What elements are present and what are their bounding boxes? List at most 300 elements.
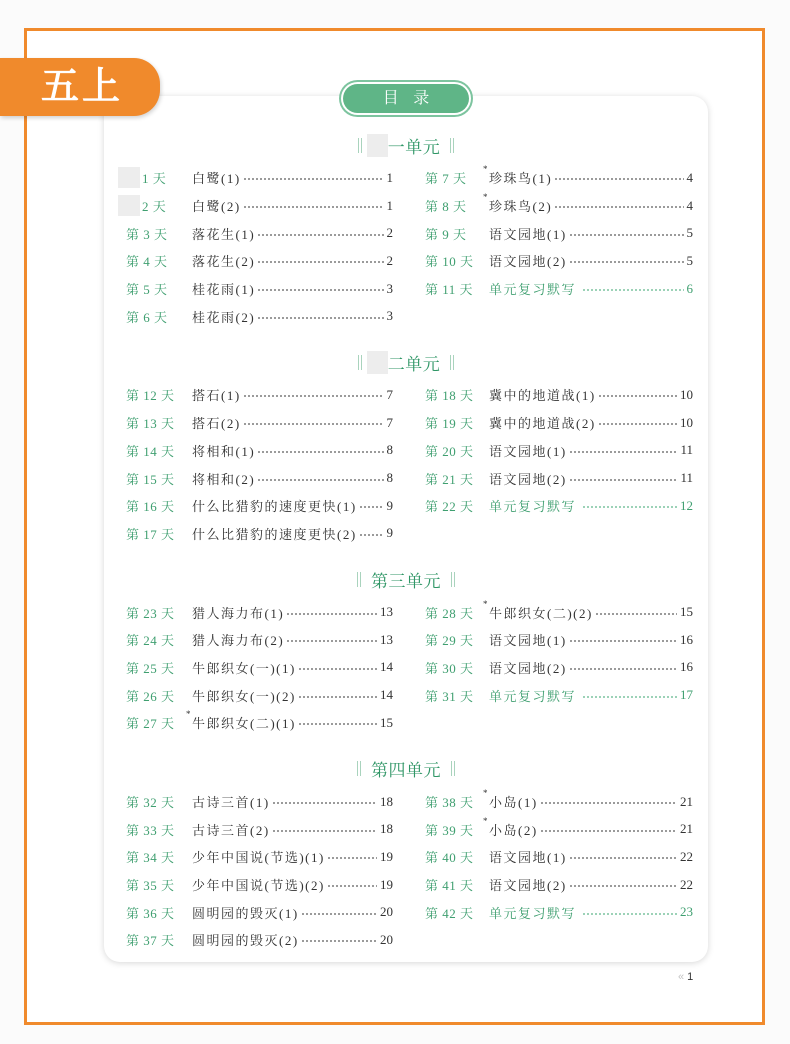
toc-column-left (126, 598, 393, 736)
toc-row (425, 381, 693, 409)
dot-leader (569, 233, 684, 237)
lesson-text: 牛郎织女(二)(1) (192, 716, 296, 732)
toc-row (425, 409, 693, 437)
lesson-title (192, 603, 284, 622)
page-number: 21 (680, 793, 693, 809)
asterisk-mark: * (186, 709, 191, 720)
page-number: 14 (380, 659, 393, 675)
dot-leader (272, 801, 377, 805)
day-text: 第 15 天 (126, 471, 175, 487)
dot-leader (298, 695, 377, 699)
mask-box (118, 167, 140, 188)
lesson-text: 单元复习默写 (489, 905, 577, 921)
day-label (126, 524, 192, 543)
day-text: 第 13 天 (126, 416, 175, 432)
dot-leader (359, 533, 384, 537)
table-of-contents (104, 133, 708, 954)
lesson-text: 语文园地(2) (489, 878, 567, 894)
day-text: 第 33 天 (126, 822, 175, 838)
page-number: 11 (680, 470, 693, 486)
toc-row (425, 626, 693, 654)
toc-columns (126, 598, 708, 736)
dot-leader (569, 478, 678, 482)
heading-bars-right (450, 138, 454, 153)
toc-column-right (425, 164, 693, 330)
day-label (425, 251, 489, 270)
day-label (425, 820, 489, 839)
unit-section (104, 757, 708, 954)
day-text: 第 9 天 (425, 226, 467, 242)
toc-row (126, 654, 393, 682)
page-number: 22 (680, 876, 693, 892)
lesson-title (489, 630, 567, 649)
day-text: 第 34 天 (126, 850, 175, 866)
day-label (425, 441, 489, 460)
lesson-text: 语文园地(2) (489, 254, 567, 270)
day-label (126, 167, 192, 188)
day-text: 2 天 (142, 199, 167, 215)
lesson-title (192, 196, 241, 215)
lesson-text: 语文园地(1) (489, 633, 567, 649)
dot-leader (582, 288, 683, 292)
heading-bars-right (451, 572, 455, 587)
toc-row (425, 492, 693, 520)
day-text: 第 37 天 (126, 933, 175, 949)
toc-row (425, 788, 693, 816)
lesson-text: 将相和(2) (192, 471, 256, 487)
day-text: 第 20 天 (425, 443, 474, 459)
dot-leader (359, 505, 384, 509)
lesson-title (489, 224, 567, 243)
toc-column-right (425, 381, 693, 547)
page-number: 19 (380, 848, 393, 864)
lesson-title (483, 192, 553, 215)
dot-leader (243, 177, 384, 181)
lesson-title (192, 930, 299, 949)
page-number: 8 (386, 442, 393, 458)
day-label (425, 658, 489, 677)
dot-leader (298, 722, 377, 726)
day-text: 第 17 天 (126, 526, 175, 542)
toc-columns (126, 788, 708, 954)
dot-leader (569, 884, 677, 888)
page-number: 13 (380, 631, 393, 647)
dot-leader (286, 612, 377, 616)
day-text: 第 5 天 (126, 282, 168, 298)
page-number: 6 (686, 280, 693, 296)
toc-row (126, 275, 393, 303)
lesson-title (483, 164, 553, 187)
lesson-text: 牛郎织女(一)(2) (192, 688, 296, 704)
lesson-title (483, 815, 538, 839)
unit-title: 第三单元 (371, 571, 441, 591)
dot-leader (598, 394, 677, 398)
dot-leader (257, 233, 383, 237)
lesson-text: 搭石(2) (192, 416, 241, 432)
toc-row (126, 520, 393, 548)
lesson-title (489, 903, 576, 922)
lesson-text: 小岛(2) (489, 822, 538, 838)
lesson-title (192, 820, 270, 839)
day-label (126, 847, 192, 866)
toc-row (425, 247, 693, 275)
lesson-text: 落花生(2) (192, 254, 256, 270)
dot-leader (257, 478, 383, 482)
day-label (126, 195, 192, 216)
toc-row (425, 437, 693, 465)
toc-row (425, 598, 693, 626)
day-label (126, 603, 192, 622)
day-label (126, 251, 192, 270)
toc-row (126, 437, 393, 465)
page-number: 5 (686, 252, 693, 268)
toc-row (425, 219, 693, 247)
page-number: 14 (380, 687, 393, 703)
lesson-title (489, 847, 567, 866)
mask-box (367, 134, 388, 157)
lesson-title (192, 307, 255, 326)
day-text: 第 12 天 (126, 388, 175, 404)
lesson-text: 什么比猎豹的速度更快(2) (192, 526, 357, 542)
lesson-title (489, 279, 576, 298)
day-label (425, 196, 489, 215)
toc-row (425, 654, 693, 682)
day-text: 第 14 天 (126, 443, 175, 459)
day-text: 第 42 天 (425, 905, 474, 921)
dot-leader (301, 939, 377, 943)
day-text: 第 11 天 (425, 282, 474, 298)
toc-row (126, 381, 393, 409)
unit-section (104, 350, 708, 547)
dot-leader (257, 288, 383, 292)
day-text: 第 22 天 (425, 499, 474, 515)
day-text: 第 18 天 (425, 388, 474, 404)
unit-section (104, 567, 708, 736)
page-number: 20 (380, 904, 393, 920)
lesson-text: 桂花雨(2) (192, 309, 256, 325)
day-label (425, 385, 489, 404)
day-text: 第 40 天 (425, 850, 474, 866)
lesson-title (192, 496, 357, 515)
page-number: 2 (386, 225, 393, 241)
day-text: 第 10 天 (425, 254, 474, 270)
page-number: 7 (386, 414, 393, 430)
lesson-text: 落花生(1) (192, 226, 256, 242)
day-label (425, 224, 489, 243)
dot-leader (569, 260, 684, 264)
dot-leader (243, 394, 384, 398)
page-number: 20 (380, 931, 393, 947)
toc-row (126, 192, 393, 220)
unit-heading (104, 757, 708, 781)
day-label (425, 630, 489, 649)
day-label (425, 686, 489, 705)
toc-row (126, 788, 393, 816)
day-label (126, 792, 192, 811)
day-text: 第 27 天 (126, 716, 175, 732)
day-text: 第 4 天 (126, 254, 168, 270)
dot-leader (540, 829, 677, 833)
day-label (126, 469, 192, 488)
toc-columns (126, 381, 708, 547)
lesson-title (483, 598, 593, 622)
lesson-text: 珍珠鸟(1) (489, 171, 553, 187)
day-label (126, 713, 192, 732)
lesson-text: 少年中国说(节选)(1) (192, 850, 325, 866)
lesson-text: 珍珠鸟(2) (489, 199, 553, 215)
lesson-text: 古诗三首(2) (192, 822, 270, 838)
lesson-text: 白鹭(2) (192, 199, 241, 215)
lesson-title (192, 875, 325, 894)
toc-row (425, 681, 693, 709)
mask-box (367, 351, 388, 374)
day-text: 第 24 天 (126, 633, 175, 649)
day-label (126, 820, 192, 839)
day-label (425, 847, 489, 866)
day-text: 第 16 天 (126, 499, 175, 515)
lesson-title (489, 686, 576, 705)
lesson-text: 少年中国说(节选)(2) (192, 878, 325, 894)
day-label (425, 496, 489, 515)
dot-leader (327, 884, 377, 888)
page-number: 13 (380, 604, 393, 620)
unit-title: 第四单元 (371, 761, 441, 781)
page-number: 1 (386, 169, 393, 185)
toc-row (126, 598, 393, 626)
unit-title: 二单元 (387, 354, 441, 374)
lesson-text: 什么比猎豹的速度更快(1) (192, 499, 357, 515)
unit-section (104, 133, 708, 330)
lesson-text: 单元复习默写 (489, 688, 577, 704)
lesson-text: 圆明园的毁灭(1) (192, 905, 299, 921)
page-number: 9 (386, 525, 393, 541)
day-text: 第 7 天 (425, 171, 467, 187)
asterisk-mark: * (483, 815, 488, 826)
contents-card (104, 96, 708, 962)
toc-column-right (425, 598, 693, 736)
heading-bars-right (450, 355, 454, 370)
dot-leader (582, 695, 677, 699)
toc-row (126, 815, 393, 843)
day-text: 第 31 天 (425, 688, 474, 704)
page-number: 10 (680, 414, 693, 430)
day-text: 第 30 天 (425, 660, 474, 676)
lesson-title (192, 224, 255, 243)
lesson-text: 语文园地(1) (489, 443, 567, 459)
toc-row (126, 302, 393, 330)
lesson-text: 猎人海力布(1) (192, 605, 285, 621)
page-number: 7 (386, 386, 393, 402)
dot-leader (569, 639, 677, 643)
day-label (425, 603, 489, 622)
page-number: 9 (386, 497, 393, 513)
lesson-text: 语文园地(2) (489, 471, 567, 487)
toc-row (126, 492, 393, 520)
page-number: 22 (680, 848, 693, 864)
day-text: 第 25 天 (126, 660, 175, 676)
dot-leader (554, 205, 683, 209)
toc-row (425, 275, 693, 303)
page-number: 4 (686, 197, 693, 213)
heading-bars-left (357, 572, 361, 587)
lesson-text: 单元复习默写 (489, 499, 577, 515)
day-text: 第 36 天 (126, 905, 175, 921)
day-label (425, 279, 489, 298)
lesson-text: 牛郎织女(一)(1) (192, 660, 296, 676)
page-number: 3 (386, 280, 393, 296)
day-label (425, 875, 489, 894)
day-label (126, 413, 192, 432)
day-text: 第 39 天 (425, 822, 474, 838)
day-label (126, 307, 192, 326)
dot-leader (598, 422, 677, 426)
page-number: 16 (680, 631, 693, 647)
page-number: 17 (680, 687, 693, 703)
heading-bars-left (357, 761, 361, 776)
dot-leader (257, 260, 383, 264)
dot-leader (257, 450, 383, 454)
day-text: 第 19 天 (425, 416, 474, 432)
toc-row (425, 898, 693, 926)
lesson-title (192, 792, 270, 811)
day-text: 第 23 天 (126, 605, 175, 621)
dot-leader (257, 316, 383, 320)
lesson-title (489, 413, 596, 432)
lesson-title (192, 413, 241, 432)
lesson-title (489, 251, 567, 270)
lesson-title (192, 441, 255, 460)
page-number: 21 (680, 821, 693, 837)
lesson-text: 语文园地(1) (489, 226, 567, 242)
day-text: 第 32 天 (126, 795, 175, 811)
lesson-text: 猎人海力布(2) (192, 633, 285, 649)
lesson-title (192, 385, 241, 404)
lesson-text: 搭石(1) (192, 388, 241, 404)
dot-leader (243, 422, 384, 426)
toc-row (126, 926, 393, 954)
page-number: 19 (380, 876, 393, 892)
day-label (425, 168, 489, 187)
toc-row (425, 192, 693, 220)
unit-heading (104, 350, 708, 374)
asterisk-mark: * (483, 164, 488, 175)
day-label (425, 792, 489, 811)
day-label (126, 686, 192, 705)
lesson-text: 单元复习默写 (489, 282, 577, 298)
lesson-text: 语文园地(1) (489, 850, 567, 866)
unit-title: 一单元 (387, 137, 441, 157)
day-label (126, 930, 192, 949)
heading-bars-left (358, 355, 362, 370)
day-text: 第 21 天 (425, 471, 474, 487)
lesson-text: 将相和(1) (192, 443, 256, 459)
lesson-title (489, 875, 567, 894)
grade-badge-label: 五上 (41, 66, 124, 108)
lesson-title (192, 658, 296, 677)
toc-column-left (126, 381, 393, 547)
toc-column-right (425, 788, 693, 954)
lesson-title (489, 385, 596, 404)
lesson-title (192, 251, 255, 270)
page-number: 3 (386, 308, 393, 324)
day-label (126, 903, 192, 922)
day-label (425, 469, 489, 488)
page-number: 15 (680, 604, 693, 620)
page-number: 15 (380, 714, 393, 730)
lesson-title (186, 709, 296, 732)
toc-row (425, 815, 693, 843)
page-number: 5 (686, 225, 693, 241)
toc-columns (126, 164, 708, 330)
grade-badge (0, 58, 160, 116)
lesson-title (192, 630, 284, 649)
page-number: 11 (680, 442, 693, 458)
page-footer (678, 970, 693, 984)
page-arrow-icon: « (678, 971, 685, 983)
toc-row (126, 898, 393, 926)
toc-row (425, 843, 693, 871)
toc-row (126, 843, 393, 871)
day-text: 1 天 (142, 171, 167, 187)
lesson-title (192, 524, 357, 543)
day-text: 第 29 天 (425, 633, 474, 649)
toc-column-left (126, 788, 393, 954)
lesson-title (192, 168, 241, 187)
lesson-title (192, 903, 299, 922)
lesson-title (192, 469, 255, 488)
toc-row (126, 709, 393, 737)
toc-row (126, 247, 393, 275)
lesson-text: 白鹭(1) (192, 171, 241, 187)
dot-leader (327, 856, 377, 860)
toc-row (126, 164, 393, 192)
unit-heading (104, 133, 708, 157)
heading-bars-right (451, 761, 455, 776)
day-label (126, 279, 192, 298)
toc-row (425, 871, 693, 899)
unit-heading (104, 567, 708, 591)
lesson-title (192, 686, 296, 705)
page-number: 12 (680, 497, 693, 513)
lesson-title (489, 496, 576, 515)
dot-leader (301, 912, 377, 916)
toc-row (126, 681, 393, 709)
mask-box (118, 195, 140, 216)
dot-leader (554, 177, 683, 181)
day-label (126, 441, 192, 460)
contents-title: 目 录 (343, 84, 469, 113)
lesson-text: 语文园地(2) (489, 660, 567, 676)
lesson-title (489, 658, 567, 677)
day-label (425, 413, 489, 432)
lesson-title (483, 788, 538, 811)
day-label (126, 224, 192, 243)
day-text: 第 6 天 (126, 309, 168, 325)
day-label (126, 496, 192, 515)
lesson-text: 圆明园的毁灭(2) (192, 933, 299, 949)
page-number: 10 (680, 386, 693, 402)
dot-leader (243, 205, 384, 209)
day-text: 第 3 天 (126, 226, 168, 242)
dot-leader (272, 829, 377, 833)
toc-row (126, 464, 393, 492)
lesson-text: 桂花雨(1) (192, 282, 256, 298)
page-number: 4 (686, 169, 693, 185)
toc-column-left (126, 164, 393, 330)
lesson-title (489, 469, 567, 488)
dot-leader (582, 912, 677, 916)
toc-row (425, 164, 693, 192)
